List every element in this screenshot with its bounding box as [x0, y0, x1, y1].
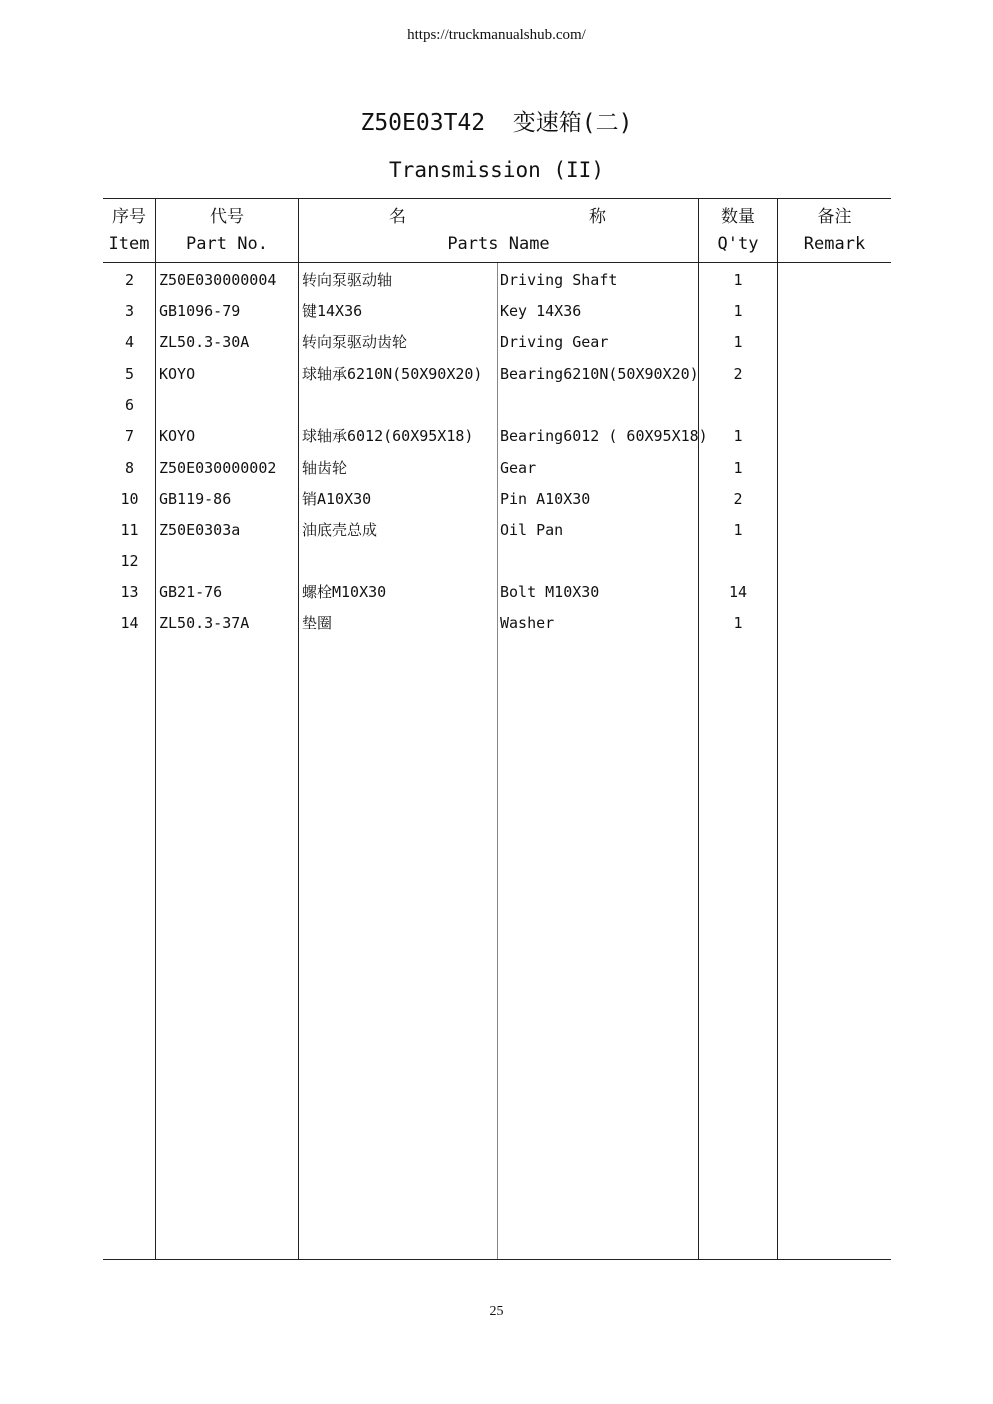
cell-part-no: KOYO — [159, 365, 196, 383]
column-divider — [777, 199, 778, 1259]
parts-table — [103, 198, 891, 1260]
header-name-en: Parts Name — [447, 234, 550, 254]
header-name-cn-2: 称 — [589, 207, 606, 227]
column-divider — [698, 199, 699, 1259]
header-item-en: Item — [108, 234, 150, 254]
table-row — [103, 515, 891, 546]
cell-qty: 1 — [733, 614, 743, 632]
page-title-english: Transmission (II) — [389, 158, 604, 182]
cell-part-no: ZL50.3-30A — [159, 333, 250, 351]
table-row — [103, 390, 891, 421]
table-row — [103, 265, 891, 296]
table-row — [103, 484, 891, 515]
cell-part-no: Z50E0303a — [159, 521, 241, 539]
cell-name-cn: 轴齿轮 — [302, 459, 348, 477]
cell-part-no: KOYO — [159, 427, 196, 445]
cell-name-cn: 油底壳总成 — [302, 521, 378, 539]
header-part-cn: 代号 — [210, 207, 244, 227]
header-qty-en: Q'ty — [717, 234, 759, 254]
cell-name-en: Washer — [500, 614, 555, 632]
cell-qty: 14 — [728, 583, 748, 601]
cell-item: 5 — [124, 365, 135, 383]
cell-part-no: Z50E030000002 — [159, 459, 277, 477]
cell-qty: 1 — [733, 459, 743, 477]
cell-name-en: Key 14X36 — [500, 302, 582, 320]
cell-name-cn: 垫圈 — [302, 614, 333, 632]
cell-qty: 2 — [733, 490, 743, 508]
cell-part-no: GB1096-79 — [159, 302, 241, 320]
cell-name-en: Gear — [500, 459, 537, 477]
header-name-cn-1: 名 — [389, 207, 406, 227]
cell-qty: 1 — [733, 271, 743, 289]
cell-part-no: GB119-86 — [159, 490, 232, 508]
table-row — [103, 359, 891, 390]
header-part-en: Part No. — [186, 234, 268, 254]
header-item-cn: 序号 — [112, 207, 146, 227]
cell-qty: 1 — [733, 302, 743, 320]
cell-name-en: Bolt M10X30 — [500, 583, 600, 601]
page-title-chinese: Z50E03T42 变速箱(二) — [360, 110, 633, 136]
cell-qty: 2 — [733, 365, 743, 383]
cell-item: 8 — [124, 459, 135, 477]
header-remark-cn: 备注 — [817, 207, 852, 227]
cell-name-cn: 球轴承6210N(50X90X20) — [302, 365, 483, 383]
cell-name-en: Oil Pan — [500, 521, 564, 539]
cell-name-cn: 键14X36 — [302, 302, 363, 320]
cell-name-en: Bearing6210N(50X90X20) — [500, 365, 699, 383]
header-parts-name — [299, 204, 698, 258]
cell-item: 3 — [124, 302, 135, 320]
header-remark-en: Remark — [803, 234, 866, 254]
table-row — [103, 453, 891, 484]
cell-item: 7 — [124, 427, 135, 445]
source-url[interactable]: https://truckmanualshub.com/ — [407, 27, 586, 43]
cell-part-no: ZL50.3-37A — [159, 614, 250, 632]
header-part-no — [156, 204, 298, 258]
column-divider — [298, 199, 299, 1259]
cell-item: 14 — [120, 614, 139, 632]
cell-name-cn: 螺栓M10X30 — [302, 583, 387, 601]
cell-name-en: Pin A10X30 — [500, 490, 591, 508]
cell-item: 4 — [124, 333, 135, 351]
cell-name-cn: 转向泵驱动齿轮 — [302, 333, 408, 351]
header-item — [103, 204, 155, 258]
table-row — [103, 421, 891, 452]
header-divider — [103, 262, 891, 263]
cell-name-cn: 销A10X30 — [302, 490, 372, 508]
table-row — [103, 327, 891, 358]
cell-item: 10 — [120, 490, 139, 508]
cell-item: 13 — [120, 583, 139, 601]
cell-name-en: Driving Gear — [500, 333, 609, 351]
page-number: 25 — [489, 1304, 504, 1319]
cell-qty: 1 — [733, 333, 743, 351]
cell-item: 12 — [120, 552, 139, 570]
table-row — [103, 577, 891, 608]
cell-item: 11 — [120, 521, 139, 539]
cell-name-en: Driving Shaft — [500, 271, 618, 289]
cell-part-no: Z50E030000004 — [159, 271, 277, 289]
table-row — [103, 608, 891, 639]
cell-name-cn: 球轴承6012(60X95X18) — [302, 427, 474, 445]
header-remark — [778, 204, 891, 258]
header-qty-cn: 数量 — [721, 207, 755, 227]
cell-name-en: Bearing6012 ( 60X95X18) — [500, 427, 708, 445]
cell-name-cn: 转向泵驱动轴 — [302, 271, 393, 289]
column-divider — [155, 199, 156, 1259]
cell-part-no: GB21-76 — [159, 583, 223, 601]
cell-qty: 1 — [733, 427, 743, 445]
header-qty — [699, 204, 777, 258]
table-row — [103, 546, 891, 577]
cell-item: 2 — [124, 271, 135, 289]
cell-item: 6 — [124, 396, 135, 414]
table-row — [103, 296, 891, 327]
cell-qty: 1 — [733, 521, 743, 539]
